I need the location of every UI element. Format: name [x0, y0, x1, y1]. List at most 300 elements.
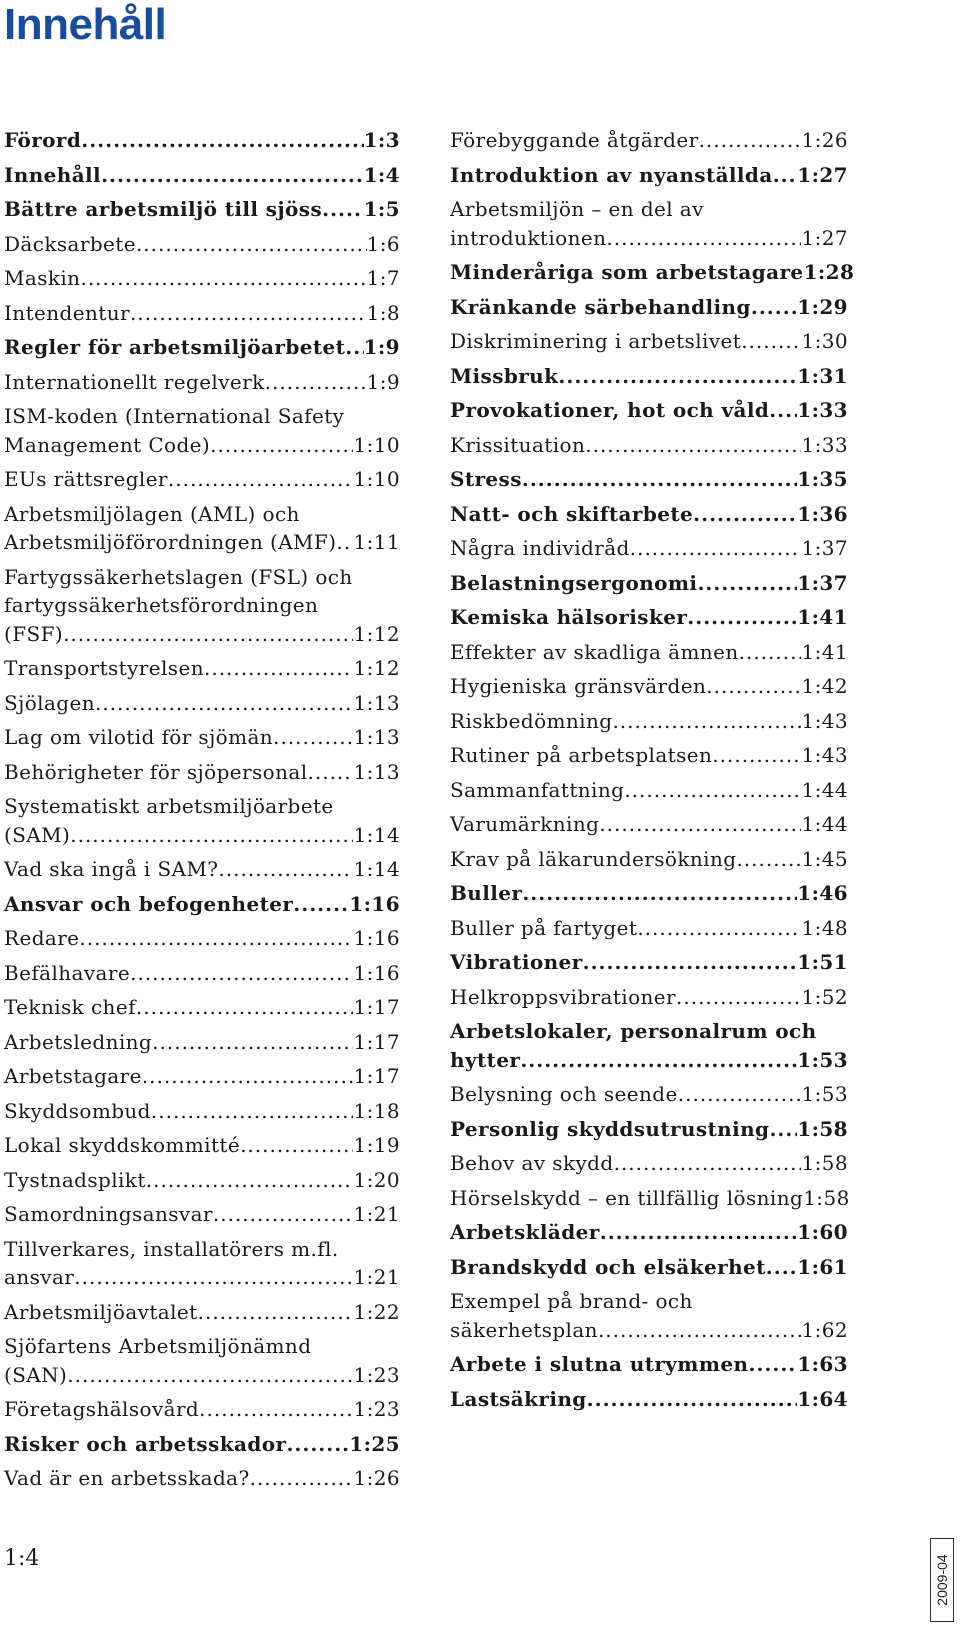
dot-leader [70, 821, 353, 850]
toc-entry-page: 1:31 [797, 363, 848, 388]
toc-entry-page: 1:11 [353, 530, 400, 554]
toc-entry-line [450, 672, 848, 701]
toc-entry-title-line: Arbetsmiljöavtalet [4, 1299, 198, 1324]
toc-entry-line [450, 1316, 848, 1345]
toc-entry [4, 230, 400, 259]
toc-entry-page: 1:33 [801, 432, 848, 457]
toc-entry-title-line: Introduktion av nyanställda [450, 162, 773, 187]
toc-entry-page: 1:13 [353, 759, 400, 784]
toc-entry-page: 1:17 [353, 995, 400, 1019]
toc-entry-line [450, 879, 848, 908]
toc-entry-title-line: Provokationer, hot och våld [450, 398, 770, 422]
toc-entry-line [450, 224, 848, 253]
toc-entry [4, 126, 400, 155]
toc-entry-title-line: Lokal skyddskommitté [4, 1133, 241, 1157]
dot-leader [522, 879, 797, 908]
toc-entry-line [4, 1131, 400, 1160]
toc-entry-line [450, 1218, 848, 1247]
toc-entry-title-line: Belastningsergonomi [450, 570, 698, 595]
dot-leader [630, 534, 802, 563]
toc-entry-page: 1:44 [801, 812, 848, 836]
toc-column-left [4, 126, 400, 1499]
toc-entry-title-line: Arbetsledning [4, 1029, 153, 1054]
toc-entry-line [450, 500, 848, 529]
toc-entry-page: 1:58 [797, 1116, 848, 1141]
toc-entry-title-line: Personlig skyddsutrustning [450, 1116, 770, 1141]
toc-entry-page: 1:13 [353, 690, 400, 715]
toc-entry-page: 1:44 [801, 777, 848, 802]
toc-entry-title-line: Fartygssäkerhetslagen (FSL) och [4, 564, 353, 589]
toc-entry [4, 1430, 400, 1459]
toc-entry-title-line: hytter [450, 1047, 521, 1072]
toc-entry-title-line: Vibrationer [450, 950, 583, 974]
dot-leader [769, 396, 797, 425]
date-stamp-text: 2009-04 [934, 1554, 950, 1606]
toc-entry [4, 723, 400, 752]
toc-entry-line [450, 396, 848, 425]
toc-entry [450, 293, 848, 322]
dot-leader [678, 1080, 802, 1109]
dot-leader [336, 528, 353, 557]
dot-leader [63, 620, 353, 649]
toc-entry-line [4, 723, 400, 752]
toc-entry-page: 1:14 [353, 857, 400, 881]
toc-entry-line [450, 465, 848, 494]
toc-entry-title-line: Sjölagen [4, 690, 95, 715]
toc-entry-title-line: ansvar [4, 1265, 75, 1289]
toc-entry-line [4, 264, 400, 293]
dot-leader [136, 230, 367, 259]
toc-entry-line [4, 299, 400, 328]
toc-entry [4, 689, 400, 718]
toc-entry [4, 959, 400, 988]
toc-entry [4, 654, 400, 683]
toc-entry [450, 1149, 848, 1178]
toc-entry [450, 638, 848, 667]
toc-entry-line [450, 707, 848, 736]
toc-entry-page: 1:10 [353, 432, 400, 457]
dot-leader [250, 1464, 354, 1493]
toc-entry-page: 1:17 [353, 1029, 400, 1054]
toc-entry [4, 1200, 400, 1229]
toc-entry-title-line: Riskbedömning [450, 708, 613, 733]
dot-leader [697, 569, 797, 598]
toc-entry-page: 1:17 [353, 1064, 400, 1088]
toc-entry-page: 1:14 [353, 822, 400, 847]
toc-entry-line [450, 1184, 848, 1213]
toc-entry-line [450, 948, 848, 977]
toc-entry-page: 1:5 [363, 197, 400, 221]
toc-entry-page: 1:18 [353, 1098, 400, 1123]
toc-entry-title-line: Befälhavare [4, 960, 131, 985]
toc-entry-title-line: Arbetslokaler, personalrum och [450, 1019, 817, 1043]
toc-entry-page: 1:23 [353, 1362, 400, 1387]
toc-entry [450, 1350, 848, 1379]
toc-entry-line [4, 1028, 400, 1057]
dot-leader [151, 1097, 354, 1126]
toc-entry-line [450, 431, 848, 460]
toc-entry-line [450, 258, 855, 287]
toc-entry [450, 258, 855, 287]
toc-entry-title-line: Systematiskt arbetsmiljöarbete [4, 794, 334, 818]
dot-leader [598, 1316, 802, 1345]
dot-leader [204, 654, 354, 683]
dot-leader [308, 758, 354, 787]
toc-entry-line [4, 1200, 400, 1229]
toc-entry-title-line: Lag om vilotid för sjömän [4, 725, 274, 749]
toc-entry-page: 1:43 [801, 743, 848, 767]
toc-entry-line [4, 890, 400, 919]
dot-leader [751, 293, 797, 322]
dot-leader [712, 741, 801, 770]
toc-entry [450, 1385, 848, 1414]
toc-entry-line [450, 1080, 848, 1109]
toc-entry-page: 1:16 [353, 960, 400, 985]
toc-entry-title-line: Arbetsmiljölagen (AML) och [4, 501, 300, 526]
toc-entry [4, 924, 400, 953]
toc-entry [450, 741, 848, 770]
toc-entry [450, 707, 848, 736]
toc-entry [4, 368, 400, 397]
dot-leader [748, 1350, 797, 1379]
toc-entry [4, 264, 400, 293]
toc-entry-title-line: Förord [4, 128, 82, 152]
toc-entry-title-line: Missbruk [450, 363, 559, 388]
toc-entry-line [4, 431, 400, 460]
toc-entry-line [450, 638, 848, 667]
toc-entry [450, 327, 848, 356]
toc-entry-line [450, 603, 848, 632]
toc-entry-title-line: Belysning och seende [450, 1082, 678, 1106]
dot-leader [585, 431, 801, 460]
toc-entry [450, 810, 848, 839]
toc-entry-title-line: Lastsäkring [450, 1386, 587, 1411]
toc-entry-page: 1:12 [353, 621, 400, 646]
dot-leader [522, 465, 797, 494]
toc-entry [450, 1253, 848, 1282]
toc-entry-title-line: Varumärkning [450, 812, 600, 836]
toc-entry-line [450, 983, 848, 1012]
toc-entry [4, 1332, 400, 1389]
toc-entry-page: 1:12 [353, 656, 400, 680]
page-title: Innehåll [4, 0, 167, 49]
toc-entry-title-line: Arbetstagare [4, 1064, 142, 1088]
toc-entry-line [450, 293, 848, 322]
dot-leader [739, 638, 802, 667]
toc-column-right [450, 126, 855, 1419]
toc-entry-page: 1:10 [353, 467, 400, 491]
toc-entry-title-line: Skyddsombud [4, 1098, 151, 1123]
toc-entry [4, 563, 400, 649]
toc-entry-title-line: Bättre arbetsmiljö till sjöss [4, 197, 323, 221]
toc-entry [4, 1028, 400, 1057]
toc-entry-page: 1:30 [801, 329, 848, 353]
toc-entry [450, 396, 848, 425]
toc-entry-line [4, 1097, 400, 1126]
toc-entry [450, 431, 848, 460]
toc-entry [450, 1080, 848, 1109]
toc-entry-title-line: Effekter av skadliga ämnen [450, 639, 739, 664]
toc-entry-line [450, 161, 848, 190]
toc-entry-line [4, 1430, 400, 1459]
toc-entry-line [4, 993, 400, 1022]
toc-entry [450, 534, 848, 563]
toc-entry [4, 1395, 400, 1424]
toc-entry-line [450, 845, 848, 874]
toc-entry-page: 1:26 [801, 128, 848, 152]
toc-entry-line [4, 1298, 400, 1327]
toc-entry [4, 195, 400, 224]
dot-leader [210, 431, 353, 460]
dot-leader [699, 126, 802, 155]
toc-entry-title-line: Rutiner på arbetsplatsen [450, 743, 713, 767]
toc-entry-title-line: Buller [450, 881, 523, 905]
toc-entry-title-line: Arbete i slutna utrymmen [450, 1352, 749, 1376]
toc-entry-line [450, 1046, 848, 1075]
toc-entry-page: 1:23 [353, 1397, 400, 1421]
toc-entry [4, 758, 400, 787]
toc-entry-line [4, 620, 400, 649]
dot-leader [101, 161, 364, 190]
dot-leader [286, 1430, 349, 1459]
toc-entry [4, 1464, 400, 1493]
toc-entry-title-line: Behörigheter för sjöpersonal [4, 759, 308, 784]
toc-entry-title-line: Kemiska hälsorisker [450, 605, 688, 629]
toc-entry-line [4, 1166, 400, 1195]
dot-leader [676, 983, 801, 1012]
dot-leader [130, 299, 367, 328]
toc-entry-title-line: Stress [450, 467, 522, 491]
dot-leader [240, 1131, 353, 1160]
dot-leader [81, 126, 363, 155]
toc-entry-title-line: Tillverkares, installatörers m.fl. [4, 1236, 339, 1261]
dot-leader [766, 1253, 797, 1282]
toc-entry-title-line: Arbetskläder [450, 1220, 600, 1244]
toc-entry-page: 1:53 [801, 1082, 848, 1106]
dot-leader [741, 327, 801, 356]
toc-entry-title-line: Minderåriga som arbetstagare [450, 260, 804, 284]
toc-entry [4, 402, 400, 459]
dot-leader [322, 195, 363, 224]
dot-leader [273, 723, 353, 752]
toc-entry-title-line: fartygssäkerhetsförordningen [4, 593, 319, 617]
toc-entry-title-line: Sammanfattning [450, 777, 625, 802]
toc-entry-title-line: Arbetsmiljöförordningen (AMF) [4, 530, 337, 554]
toc-entry [4, 1131, 400, 1160]
toc-entry-page: 1:51 [797, 950, 848, 974]
toc-entry-line [4, 333, 400, 362]
dot-leader [612, 707, 801, 736]
toc-entry-line [450, 1115, 848, 1144]
dot-leader [130, 959, 353, 988]
toc-entry-title-line: Buller på fartyget [450, 915, 638, 940]
toc-entry-page: 1:43 [801, 708, 848, 733]
toc-entry-page: 1:53 [797, 1047, 848, 1072]
toc-entry-title-line: (SAN) [4, 1362, 68, 1387]
toc-entry [450, 948, 848, 977]
toc-entry-line [450, 810, 848, 839]
toc-entry-title-line: Innehåll [4, 162, 102, 187]
toc-entry-title-line: Internationellt regelverk [4, 369, 265, 394]
toc-entry [450, 879, 848, 908]
dot-leader [587, 1385, 798, 1414]
dot-leader [79, 924, 353, 953]
toc-entry-page: 1:60 [797, 1220, 848, 1244]
dot-leader [599, 810, 801, 839]
dot-leader [213, 1200, 354, 1229]
toc-entry-line [450, 569, 848, 598]
dot-leader [67, 1361, 353, 1390]
toc-entry-line [450, 1253, 848, 1282]
toc-entry-line [4, 924, 400, 953]
toc-entry-page: 1:27 [797, 162, 848, 187]
toc-entry-line [4, 465, 400, 494]
toc-entry [4, 465, 400, 494]
dot-leader [637, 914, 801, 943]
toc-entry-title-line: Tystnadsplikt [4, 1167, 146, 1192]
toc-entry-page: 1:19 [353, 1133, 400, 1157]
toc-entry-line [4, 855, 400, 884]
toc-entry-title-line: Krav på läkarundersökning [450, 846, 737, 871]
toc-entry [450, 1218, 848, 1247]
date-stamp [930, 1538, 954, 1622]
toc-entry-title-line: Samordningsansvar [4, 1202, 213, 1226]
toc-entry [4, 161, 400, 190]
toc-entry-title-line: Ansvar och befogenheter [4, 891, 294, 916]
toc-entry [4, 299, 400, 328]
toc-entry-title-line: Regler för arbetsmiljöarbetet [4, 335, 346, 359]
dot-leader [687, 603, 797, 632]
toc-entry-page: 1:22 [353, 1299, 400, 1324]
toc-entry-title-line: Teknisk chef [4, 995, 136, 1019]
toc-entry-title-line: Några individråd [450, 536, 630, 560]
dot-leader [198, 1298, 354, 1327]
toc-entry-page: 1:45 [801, 846, 848, 871]
toc-entry-page: 1:63 [797, 1352, 848, 1376]
toc-entry-line [4, 821, 400, 850]
toc-entry [450, 362, 848, 391]
toc-entry-title-line: Brandskydd och elsäkerhet [450, 1254, 766, 1279]
toc-entry-line [4, 368, 400, 397]
dot-leader [624, 776, 801, 805]
toc-entry-page: 1:52 [801, 984, 848, 1009]
toc-entry-title-line: ISM-koden (International Safety [4, 404, 345, 428]
toc-entry-line [4, 1361, 400, 1390]
toc-entry-title-line: Förebyggande åtgärder [450, 128, 699, 152]
dot-leader [769, 1115, 797, 1144]
toc-entry [450, 195, 848, 252]
dot-leader [95, 689, 354, 718]
toc-entry-page: 1:4 [363, 162, 400, 187]
toc-entry-line [450, 1350, 848, 1379]
toc-entry-title-line: Intendentur [4, 300, 130, 325]
toc-entry-page: 1:13 [353, 725, 400, 749]
toc-entry-line [4, 1263, 400, 1292]
toc-entry-page: 1:21 [353, 1265, 400, 1289]
toc-entry [450, 500, 848, 529]
toc-entry-title-line: Risker och arbetsskador [4, 1431, 287, 1456]
toc-entry-line [4, 689, 400, 718]
toc-entry [450, 126, 848, 155]
toc-entry-title-line: Redare [4, 926, 80, 950]
dot-leader [146, 1166, 354, 1195]
dot-leader [345, 333, 363, 362]
page-number: 1:4 [4, 1546, 40, 1571]
toc-entry-line [4, 758, 400, 787]
toc-entry [450, 161, 848, 190]
toc-entry-title-line: Management Code) [4, 432, 211, 457]
toc-entry-page: 1:46 [797, 881, 848, 905]
toc-entry-line [450, 327, 848, 356]
toc-entry-line [450, 1385, 848, 1414]
toc-entry [450, 1017, 848, 1074]
toc-entry [450, 465, 848, 494]
toc-entry-title-line: Däcksarbete [4, 231, 136, 256]
toc-entry-title-line: (SAM) [4, 822, 71, 847]
toc-entry [4, 1062, 400, 1091]
toc-entry [450, 1287, 848, 1344]
toc-entry-page: 1:62 [801, 1317, 848, 1342]
dot-leader [614, 1149, 802, 1178]
toc-entry [450, 914, 848, 943]
toc-entry-title-line: introduktionen [450, 225, 607, 250]
dot-leader [265, 368, 367, 397]
dot-leader [136, 993, 354, 1022]
dot-leader [583, 948, 798, 977]
toc-entry-title-line: Arbetsmiljön – en del av [450, 197, 704, 221]
toc-entry-page: 1:16 [353, 926, 400, 950]
toc-entry-line [4, 230, 400, 259]
toc-entry-page: 1:41 [801, 639, 848, 664]
toc-entry-title-line: Exempel på brand- och [450, 1289, 693, 1313]
dot-leader [152, 1028, 353, 1057]
toc-entry [4, 993, 400, 1022]
dot-leader [606, 224, 801, 253]
toc-entry-page: 1:64 [797, 1386, 848, 1411]
toc-entry-page: 1:9 [363, 335, 400, 359]
toc-entry-line [4, 1464, 400, 1493]
toc-entry [4, 792, 400, 849]
toc-entry-page: 1:37 [801, 536, 848, 560]
toc-entry [450, 569, 848, 598]
toc-entry [450, 1115, 848, 1144]
dot-leader [600, 1218, 798, 1247]
toc-entry-line [450, 126, 848, 155]
toc-entry-page: 1:58 [801, 1151, 848, 1175]
toc-entry-page: 1:7 [366, 266, 400, 290]
toc-entry-page: 1:41 [797, 605, 848, 629]
toc-entry-line [450, 362, 848, 391]
toc-entry-title-line: Diskriminering i arbetslivet [450, 329, 742, 353]
toc-entry-page: 1:37 [797, 570, 848, 595]
toc-entry-page: 1:21 [353, 1202, 400, 1226]
toc-entry-line [4, 528, 400, 557]
dot-leader [693, 500, 797, 529]
toc-entry-page: 1:16 [349, 891, 400, 916]
toc-entry-page: 1:35 [797, 467, 848, 491]
toc-entry-page: 1:36 [797, 501, 848, 526]
toc-entry-page: 1:33 [797, 398, 848, 422]
toc-entry-page: 1:42 [801, 674, 848, 698]
toc-entry-title-line: Företagshälsovård [4, 1397, 200, 1421]
toc-entry-title-line: Helkroppsvibrationer [450, 984, 676, 1009]
toc-entry-line [4, 161, 400, 190]
toc-entry-page: 1:8 [366, 300, 400, 325]
dot-leader [773, 161, 798, 190]
toc-entry-page: 1:6 [366, 231, 400, 256]
toc-entry-title-line: Hygieniska gränsvärden [450, 674, 707, 698]
toc-entry-title-line: Natt- och skiftarbete [450, 501, 694, 526]
